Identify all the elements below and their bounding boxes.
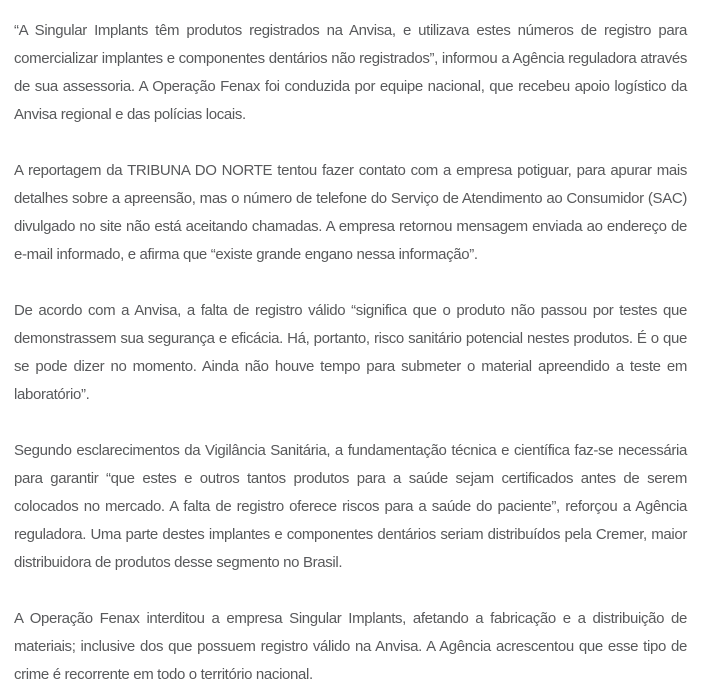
article-paragraph: A reportagem da TRIBUNA DO NORTE tentou fazer contato com a empresa potiguar, para apurar mais detalhes sobre a apreensão, mas o número de telefone do Serviço de Atendimento ao Consumidor (SAC) divulgado no site não está aceitando chamadas. A empresa retornou mensagem enviada ao endereço de e-mail informado, e afirma que “existe grande engano nessa informação”. [14,162,687,263]
article-paragraph: De acordo com a Anvisa, a falta de registro válido “significa que o produto não passou por testes que demonstrassem sua segurança e eficácia. Há, portanto, risco sanitário potencial nestes produtos. É o que se pode dizer no momento. Ainda não houve tempo para submeter o material apreendido a teste em laboratório”. [14,302,687,403]
article-paragraph: Segundo esclarecimentos da Vigilância Sanitária, a fundamentação técnica e científica faz-se necessária para garantir “que estes e outros tantos produtos para a saúde sejam certificados antes de serem colocados no mercado. A falta de registro oferece riscos para a saúde do paciente”, reforçou a Agência reguladora. Uma parte destes implantes e componentes dentários seriam distribuídos pela Cremer, maior distribuidora de produtos desse segmento no Brasil. [14,442,687,571]
article-paragraph: “A Singular Implants têm produtos registrados na Anvisa, e utilizava estes números de registro para comercializar implantes e componentes dentários não registrados”, informou a Agência reguladora através de sua assessoria. A Operação Fenax foi conduzida por equipe nacional, que recebeu apoio logístico da Anvisa regional e das polícias locais. [14,22,687,123]
article-paragraph: A Operação Fenax interditou a empresa Singular Implants, afetando a fabricação e a distribuição de materiais; inclusive dos que possuem registro válido na Anvisa. A Agência acrescentou que esse tipo de crime é recorrente em todo o território nacional. [14,610,687,683]
